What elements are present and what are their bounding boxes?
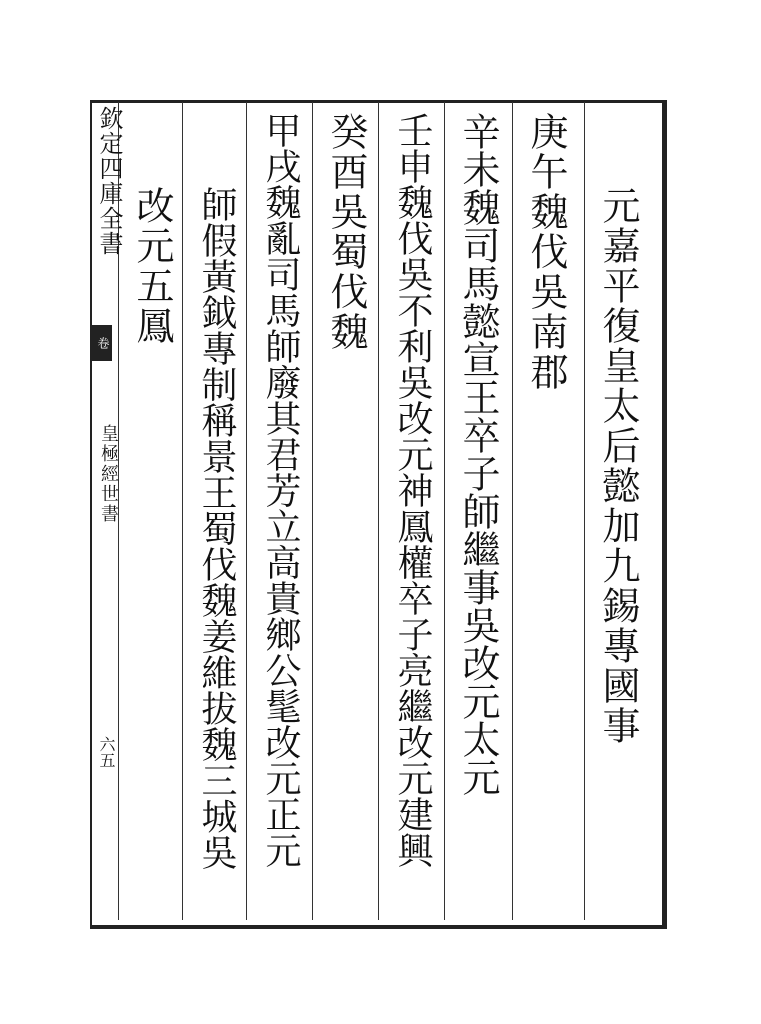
text-column: 辛未魏司馬懿宣王卒子師繼事吳改元太元 [456,112,500,796]
juan-marker: 卷 [92,325,112,361]
text-column: 甲戌魏亂司馬師廢其君芳立高貴鄉公髦改元正元 [260,112,301,868]
column-rule [584,102,585,920]
text-column: 師假黃鉞專制稱景王蜀伐魏姜維拔魏三城吳 [196,186,237,870]
text-column: 改元五鳳 [130,186,174,346]
book-title: 皇極經世書 [98,424,119,524]
column-rule [312,102,313,920]
text-column: 庚午魏伐吳南郡 [524,112,568,392]
text-column: 壬申魏伐吳不利吳改元神鳳權卒子亮繼改元建興 [392,112,433,868]
column-rule [512,102,513,920]
column-rule [246,102,247,920]
folio-number: 六五 [97,736,116,768]
column-rule [444,102,445,920]
column-rule [182,102,183,920]
collection-title: 欽定四庫全書 [95,106,123,256]
text-column: 癸酉吳蜀伐魏 [324,112,368,352]
column-rule [378,102,379,920]
text-column: 元嘉平復皇太后懿加九錫專國事 [596,186,640,746]
